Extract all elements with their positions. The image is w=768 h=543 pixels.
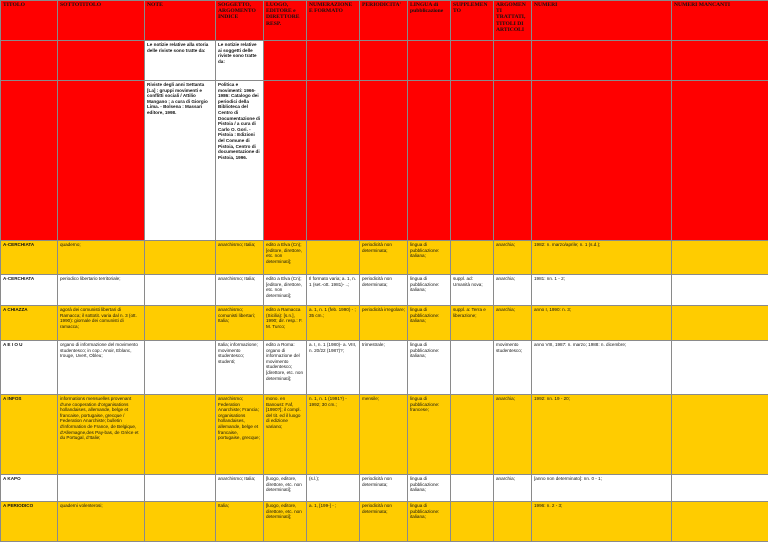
- numeri-cell[interactable]: 1992: nn. 19 - 20;: [532, 395, 672, 475]
- luogo-cell[interactable]: edito a Roma: organo di informazione del movimento studentesco; [direttore, etc. non determinati];: [264, 341, 307, 395]
- luogo-cell[interactable]: edito a Elva (Cn); [editore, direttore, etc. non determinati];: [264, 275, 307, 306]
- cell[interactable]: [264, 41, 307, 81]
- argomenti-cell[interactable]: anarchia;: [494, 475, 532, 502]
- luogo-cell[interactable]: [luogo, editore, direttore, etc. non determinati];: [264, 475, 307, 502]
- titolo-cell[interactable]: A PERIODICO: [1, 502, 58, 542]
- supplemento-cell[interactable]: [451, 502, 494, 542]
- lingua-cell[interactable]: lingua di pubblicazione: italiana;: [408, 275, 451, 306]
- numeri-cell[interactable]: anno VIII, 1987: n. marzo; 1988: n. dicembre;: [532, 341, 672, 395]
- sottotitolo-cell[interactable]: periodico libertario territoriale;: [58, 275, 145, 306]
- note-cell[interactable]: [145, 502, 216, 542]
- numerazione-cell[interactable]: a. 1, n. 1 (feb. 1990) - ; 35 cm.;: [307, 306, 360, 341]
- numeri-cell[interactable]: 1981: nn. 1 - 2;: [532, 275, 672, 306]
- cell[interactable]: [58, 41, 145, 81]
- cell[interactable]: [532, 41, 672, 81]
- supplemento-cell[interactable]: [451, 395, 494, 475]
- cell[interactable]: [1, 81, 58, 241]
- note-cell[interactable]: [145, 306, 216, 341]
- lingua-cell[interactable]: lingua di pubblicazione: italiana;: [408, 241, 451, 275]
- lingua-cell[interactable]: lingua di pubblicazione: italiana;: [408, 306, 451, 341]
- cell[interactable]: [672, 81, 768, 241]
- numerazione-cell[interactable]: n. 1, n. 1 (1991?) - 1992; 30 cm.;: [307, 395, 360, 475]
- numerazione-cell[interactable]: [307, 241, 360, 275]
- lingua-cell[interactable]: lingua di pubblicazione: italiana;: [408, 341, 451, 395]
- header-supplemento[interactable]: SUPPLEMENTO: [451, 1, 494, 41]
- periodicita-cell[interactable]: periodicità non determinata;: [360, 241, 408, 275]
- titolo-cell[interactable]: A INFOS: [1, 395, 58, 475]
- sottotitolo-cell[interactable]: informations mensuelles provenant d'une cooperation d'organisations hollandaises, allemande, belge et francaise, portugaise, grecque / Federation Anarchiste; bulletin d'information de France, de Belgique, d'Allemagne,des Pay-bas, de Grèce et du Portugal, d'Italie;: [58, 395, 145, 475]
- note-cell[interactable]: [145, 475, 216, 502]
- periodicita-cell[interactable]: periodicità non determinata;: [360, 502, 408, 542]
- cell[interactable]: [307, 41, 360, 81]
- header-argomenti[interactable]: ARGOMENTI TRATTATI, TITOLI DI ARTICOLI: [494, 1, 532, 41]
- soggetto-cell[interactable]: Italia; informazione; movimento studentesco; studenti;: [216, 341, 264, 395]
- reference-soggetto-cell[interactable]: Politica e movimenti: 1966-1986: Catalogo dei periodici della Biblioteca del Centro di Documentazione di Pistoia / a cura di Carlo O. Gori. - Pistoia : Edizioni del Comune di Pistoia, Centro di documentazione di Pistoia, 1996.: [216, 81, 264, 241]
- argomenti-cell[interactable]: anarchia;: [494, 275, 532, 306]
- cell[interactable]: [672, 41, 768, 81]
- header-lingua[interactable]: LINGUA di pubblicazione: [408, 1, 451, 41]
- table-row: [1, 241, 768, 275]
- numeri-cell[interactable]: anno I, 1990: n. 3;: [532, 306, 672, 341]
- sottotitolo-cell[interactable]: quaderni volenterosi;: [58, 502, 145, 542]
- periodicita-cell[interactable]: periodicità non determinata;: [360, 275, 408, 306]
- header-mancanti[interactable]: NUMERI MANCANTI: [672, 1, 768, 41]
- cell[interactable]: [451, 41, 494, 81]
- argomenti-cell[interactable]: anarchia;: [494, 395, 532, 475]
- numeri-cell[interactable]: 1996: n. 2 - 3;: [532, 502, 672, 542]
- luogo-cell[interactable]: edito a Ramacca (Sicilia): [s.n.], 1990; dir. resp.: F. M. Turco;: [264, 306, 307, 341]
- supplemento-cell[interactable]: [451, 475, 494, 502]
- mancanti-cell[interactable]: [672, 475, 768, 502]
- cell[interactable]: [1, 41, 58, 81]
- reference-soggetto-cell[interactable]: Le notizie relative ai soggetti delle riviste sono tratte da:: [216, 41, 264, 81]
- periodicita-cell[interactable]: periodicità irregolare;: [360, 306, 408, 341]
- sottotitolo-cell[interactable]: quaderno;: [58, 241, 145, 275]
- header-soggetto[interactable]: SOGGETTO, ARGOMENTO INDICE: [216, 1, 264, 41]
- note-cell[interactable]: [145, 241, 216, 275]
- soggetto-cell[interactable]: anarchismo; comunisti libertari; Italia;: [216, 306, 264, 341]
- supplemento-cell[interactable]: [451, 341, 494, 395]
- reference-note-cell[interactable]: Le notizie relative alla storia delle riviste sono tratte da:: [145, 41, 216, 81]
- soggetto-cell[interactable]: Italia;: [216, 502, 264, 542]
- cell[interactable]: [360, 81, 408, 241]
- table-row: [1, 475, 768, 502]
- header-row: [1, 1, 768, 41]
- supplemento-cell[interactable]: suppl. ad: Umanità nova;: [451, 275, 494, 306]
- argomenti-cell[interactable]: anarchia;: [494, 306, 532, 341]
- lingua-cell[interactable]: lingua di pubblicazione: francese;: [408, 395, 451, 475]
- numeri-cell[interactable]: 1982: n. marzo/aprile; n. 1 (s.d.);: [532, 241, 672, 275]
- numerazione-cell[interactable]: a. I, n. 1 (1980)- a. VIII, n. 20/22 (1987)?;: [307, 341, 360, 395]
- table-row: [1, 395, 768, 475]
- titolo-cell[interactable]: A CHIAZZA: [1, 306, 58, 341]
- sottotitolo-cell[interactable]: organo di informazione del movimento studentesco; in cop.: Anoir, Eblanc, Irouge, Uvert, Obleu;: [58, 341, 145, 395]
- cell[interactable]: [451, 81, 494, 241]
- mancanti-cell[interactable]: [672, 275, 768, 306]
- lingua-cell[interactable]: lingua di pubblicazione: italiana;: [408, 475, 451, 502]
- cell[interactable]: [264, 81, 307, 241]
- cell[interactable]: [360, 41, 408, 81]
- periodicita-cell[interactable]: mensile;: [360, 395, 408, 475]
- numerazione-cell[interactable]: (s.l.);: [307, 475, 360, 502]
- cell[interactable]: [408, 41, 451, 81]
- mancanti-cell[interactable]: [672, 306, 768, 341]
- soggetto-cell[interactable]: anarchismo; Italia;: [216, 275, 264, 306]
- header-luogo[interactable]: LUOGO, EDITORE e DIRETTORE RESP.: [264, 1, 307, 41]
- numerazione-cell[interactable]: Il formato varia; a. 1, n. 1 (set.-ott. 1981)- ..;: [307, 275, 360, 306]
- luogo-cell[interactable]: edito a Elva (Cn); [editore, direttore, etc. non determinati];: [264, 241, 307, 275]
- titolo-cell[interactable]: A KAPO: [1, 475, 58, 502]
- header-numeri[interactable]: NUMERI: [532, 1, 672, 41]
- lingua-cell[interactable]: lingua di pubblicazione: italiana;: [408, 502, 451, 542]
- cell[interactable]: [307, 81, 360, 241]
- header-note[interactable]: NOTE: [145, 1, 216, 41]
- periodicita-cell[interactable]: periodicità non determinata;: [360, 475, 408, 502]
- cell[interactable]: [532, 81, 672, 241]
- cell[interactable]: [494, 41, 532, 81]
- header-periodicita[interactable]: PERIODICITA': [360, 1, 408, 41]
- titolo-cell[interactable]: A-CERCHIATA: [1, 275, 58, 306]
- sottotitolo-cell[interactable]: [58, 475, 145, 502]
- header-titolo[interactable]: TITOLO: [1, 1, 58, 41]
- mancanti-cell[interactable]: [672, 502, 768, 542]
- sottotitolo-cell[interactable]: agorà dei comunisti libertari di Ramacca; il sottotit. varia dal n. 3 (ott. 1990): giornale dei comunisti di ramacca;: [58, 306, 145, 341]
- numerazione-cell[interactable]: a. 1, [199-] - ;: [307, 502, 360, 542]
- table-row: [1, 341, 768, 395]
- reference-note-cell[interactable]: Riviste degli anni Settanta [La] : gruppi movimenti e conflitti sociali / Attilio Mangano ; a cura di Giorgio Lima. - Bolsena : Massari editore, 1998.: [145, 81, 216, 241]
- cell[interactable]: [58, 81, 145, 241]
- cell[interactable]: [494, 81, 532, 241]
- soggetto-cell[interactable]: anarchismo; Federation Anarchiste; Francia; organisations hollandaises, allemande, belge et francaise, portugaise, grecque;: [216, 395, 264, 475]
- argomenti-cell[interactable]: movimento studentesco;: [494, 341, 532, 395]
- header-sottotitolo[interactable]: SOTTOTITOLO: [58, 1, 145, 41]
- luogo-cell[interactable]: mono. en Banoust: Faf, [1990?]; il compl. del tit. ed il luogo di edizione variano;: [264, 395, 307, 475]
- supplemento-cell[interactable]: suppl. a: Terra e liberazione;: [451, 306, 494, 341]
- header-numerazione[interactable]: NUMERAZIONE E FORMATO: [307, 1, 360, 41]
- titolo-cell[interactable]: A-CERCHIATA: [1, 241, 58, 275]
- reference-row: [1, 81, 768, 241]
- table-row: [1, 502, 768, 542]
- reference-row: [1, 41, 768, 81]
- table-row: [1, 275, 768, 306]
- mancanti-cell[interactable]: [672, 395, 768, 475]
- luogo-cell[interactable]: [luogo, editore, direttore, etc. non determinati];: [264, 502, 307, 542]
- note-cell[interactable]: [145, 341, 216, 395]
- note-cell[interactable]: [145, 395, 216, 475]
- soggetto-cell[interactable]: anarchismo; Italia;: [216, 475, 264, 502]
- periodicita-cell[interactable]: trimestrale;: [360, 341, 408, 395]
- argomenti-cell[interactable]: anarchia;: [494, 241, 532, 275]
- mancanti-cell[interactable]: [672, 341, 768, 395]
- titolo-cell[interactable]: A E I O U: [1, 341, 58, 395]
- argomenti-cell[interactable]: [494, 502, 532, 542]
- cell[interactable]: [408, 81, 451, 241]
- soggetto-cell[interactable]: anarchismo; Italia;: [216, 241, 264, 275]
- table-row: [1, 306, 768, 341]
- supplemento-cell[interactable]: [451, 241, 494, 275]
- numeri-cell[interactable]: [anno non determinato]: nn. 0 - 1;: [532, 475, 672, 502]
- mancanti-cell[interactable]: [672, 241, 768, 275]
- note-cell[interactable]: [145, 275, 216, 306]
